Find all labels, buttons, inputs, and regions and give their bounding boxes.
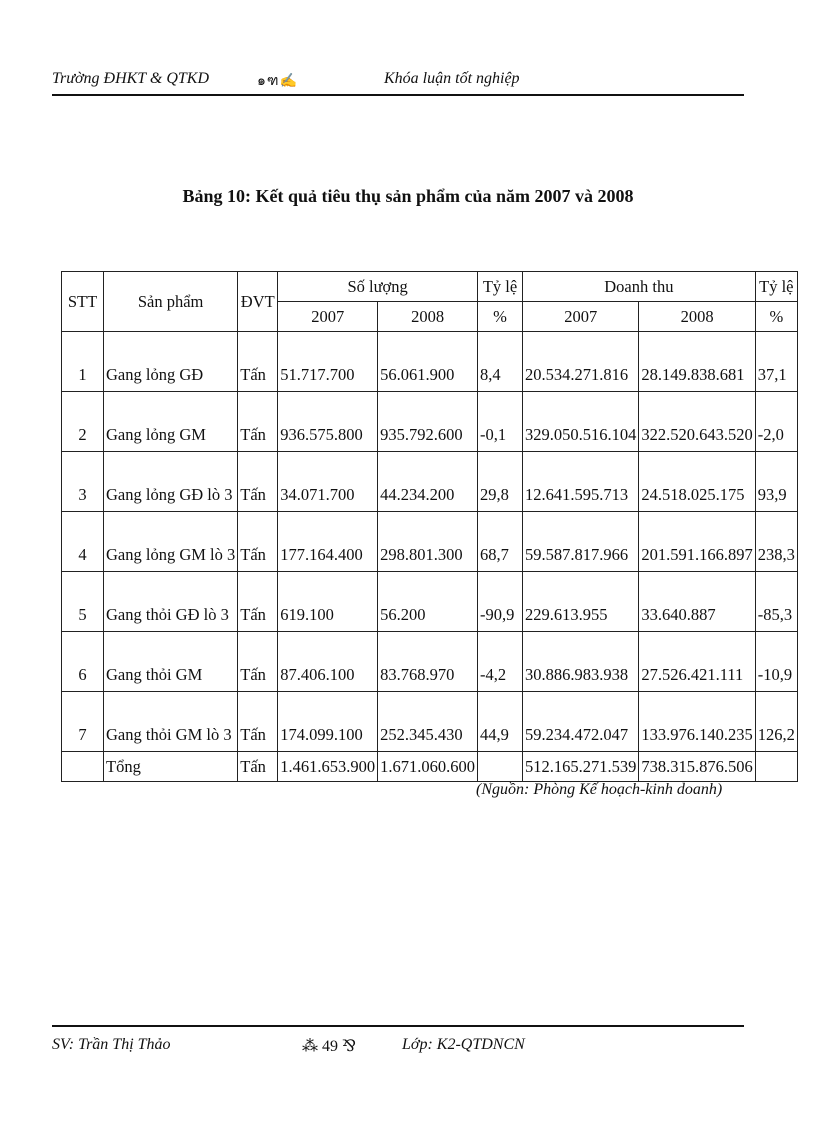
cell-revenue-2008: 24.518.025.175 xyxy=(639,452,755,512)
cell-quantity-2008: 56.061.900 xyxy=(378,332,478,392)
cell-unit: Tấn xyxy=(238,752,278,782)
table-title: Bảng 10: Kết quả tiêu thụ sản phẩm của năm 2007 và 2008 xyxy=(182,186,634,206)
cell-unit: Tấn xyxy=(238,632,278,692)
total-row xyxy=(62,752,798,782)
cell-quantity-ratio: -0,1 xyxy=(478,392,523,452)
header-ornament: ๑ฑ✍ xyxy=(257,74,298,89)
cell-revenue-ratio: -2,0 xyxy=(755,392,797,452)
cell-quantity-ratio: 44,9 xyxy=(478,692,523,752)
cell-product: Gang thỏi GM xyxy=(104,632,238,692)
cell-revenue-ratio: 126,2 xyxy=(755,692,797,752)
cell-product: Gang thỏi GĐ lò 3 xyxy=(104,572,238,632)
cell-unit: Tấn xyxy=(238,692,278,752)
thesis-label: Khóa luận tốt nghiệp xyxy=(384,70,520,87)
cell-revenue-2008: 322.520.643.520 xyxy=(639,392,755,452)
cell-quantity-ratio: 68,7 xyxy=(478,512,523,572)
cell-stt: 3 xyxy=(62,452,104,512)
cell-product: Gang thỏi GM lò 3 xyxy=(104,692,238,752)
cell-revenue-ratio xyxy=(755,752,797,782)
school-name: Trường ĐHKT & QTKD xyxy=(52,70,210,87)
cell-revenue-2008: 33.640.887 xyxy=(639,572,755,632)
header-stt: STT xyxy=(62,272,104,332)
cell-revenue-2008: 201.591.166.897 xyxy=(639,512,755,572)
header-product: Sản phẩm xyxy=(104,272,238,332)
table-row xyxy=(62,332,798,392)
cell-quantity-2007: 619.100 xyxy=(278,572,378,632)
cell-unit: Tấn xyxy=(238,452,278,512)
cell-quantity-ratio: 29,8 xyxy=(478,452,523,512)
header-quantity-2008: 2008 xyxy=(378,302,478,332)
cell-quantity-2008: 1.671.060.600 xyxy=(378,752,478,782)
cell-unit: Tấn xyxy=(238,392,278,452)
cell-revenue-ratio: 93,9 xyxy=(755,452,797,512)
cell-quantity-2007: 34.071.700 xyxy=(278,452,378,512)
cell-quantity-2008: 298.801.300 xyxy=(378,512,478,572)
cell-quantity-2007: 936.575.800 xyxy=(278,392,378,452)
cell-unit: Tấn xyxy=(238,512,278,572)
cell-revenue-2008: 27.526.421.111 xyxy=(639,632,755,692)
table-row xyxy=(62,692,798,752)
header-ratio-revenue: Tỷ lệ xyxy=(755,272,797,302)
table-row xyxy=(62,452,798,512)
cell-revenue-2007: 59.587.817.966 xyxy=(523,512,639,572)
cell-unit: Tấn xyxy=(238,332,278,392)
header-quantity-2007: 2007 xyxy=(278,302,378,332)
cell-unit: Tấn xyxy=(238,572,278,632)
cell-quantity-2008: 44.234.200 xyxy=(378,452,478,512)
cell-quantity-2008: 252.345.430 xyxy=(378,692,478,752)
cell-quantity-ratio: -90,9 xyxy=(478,572,523,632)
cell-quantity-ratio xyxy=(478,752,523,782)
cell-product: Gang lỏng GM xyxy=(104,392,238,452)
header-quantity: Số lượng xyxy=(278,272,478,302)
cell-stt: 4 xyxy=(62,512,104,572)
cell-revenue-2007: 512.165.271.539 xyxy=(523,752,639,782)
cell-stt xyxy=(62,752,104,782)
cell-revenue-2007: 20.534.271.816 xyxy=(523,332,639,392)
cell-revenue-2007: 30.886.983.938 xyxy=(523,632,639,692)
cell-revenue-2007: 12.641.595.713 xyxy=(523,452,639,512)
table-row xyxy=(62,572,798,632)
cell-quantity-2007: 51.717.700 xyxy=(278,332,378,392)
cell-quantity-2007: 177.164.400 xyxy=(278,512,378,572)
cell-quantity-2008: 56.200 xyxy=(378,572,478,632)
cell-stt: 2 xyxy=(62,392,104,452)
cell-quantity-2007: 87.406.100 xyxy=(278,632,378,692)
table-row xyxy=(62,392,798,452)
header-percent-revenue: % xyxy=(755,302,797,332)
header-unit: ĐVT xyxy=(238,272,278,332)
cell-revenue-2008: 738.315.876.506 xyxy=(639,752,755,782)
header-revenue-2007: 2007 xyxy=(523,302,639,332)
cell-quantity-2008: 935.792.600 xyxy=(378,392,478,452)
cell-revenue-2007: 229.613.955 xyxy=(523,572,639,632)
table-row xyxy=(62,512,798,572)
cell-stt: 7 xyxy=(62,692,104,752)
cell-revenue-2007: 59.234.472.047 xyxy=(523,692,639,752)
page-footer xyxy=(52,1025,744,1057)
cell-revenue-2007: 329.050.516.104 xyxy=(523,392,639,452)
cell-stt: 6 xyxy=(62,632,104,692)
cell-product: Gang lỏng GM lò 3 xyxy=(104,512,238,572)
table-row xyxy=(62,632,798,692)
header-percent-quantity: % xyxy=(478,302,523,332)
class-name: Lớp: K2-QTDNCN xyxy=(402,1036,525,1053)
header-revenue: Doanh thu xyxy=(523,272,756,302)
source-note: (Nguồn: Phòng Kế hoạch-kinh doanh) xyxy=(476,781,723,798)
cell-revenue-2008: 28.149.838.681 xyxy=(639,332,755,392)
page-number: ⁂ 49 ⅋ xyxy=(302,1038,357,1055)
cell-quantity-2008: 83.768.970 xyxy=(378,632,478,692)
cell-revenue-ratio: -85,3 xyxy=(755,572,797,632)
cell-quantity-ratio: 8,4 xyxy=(478,332,523,392)
cell-quantity-2007: 174.099.100 xyxy=(278,692,378,752)
page-header xyxy=(52,68,744,96)
cell-revenue-2008: 133.976.140.235 xyxy=(639,692,755,752)
cell-product: Tổng xyxy=(104,752,238,782)
cell-revenue-ratio: 37,1 xyxy=(755,332,797,392)
header-revenue-2008: 2008 xyxy=(639,302,755,332)
cell-quantity-2007: 1.461.653.900 xyxy=(278,752,378,782)
cell-quantity-ratio: -4,2 xyxy=(478,632,523,692)
header-ratio-quantity: Tỷ lệ xyxy=(478,272,523,302)
cell-stt: 5 xyxy=(62,572,104,632)
cell-product: Gang lỏng GĐ xyxy=(104,332,238,392)
cell-product: Gang lỏng GĐ lò 3 xyxy=(104,452,238,512)
cell-revenue-ratio: -10,9 xyxy=(755,632,797,692)
header-row-1 xyxy=(62,272,798,302)
cell-stt: 1 xyxy=(62,332,104,392)
sales-results-table xyxy=(61,271,798,782)
cell-revenue-ratio: 238,3 xyxy=(755,512,797,572)
student-name: SV: Trần Thị Thảo xyxy=(52,1036,171,1053)
